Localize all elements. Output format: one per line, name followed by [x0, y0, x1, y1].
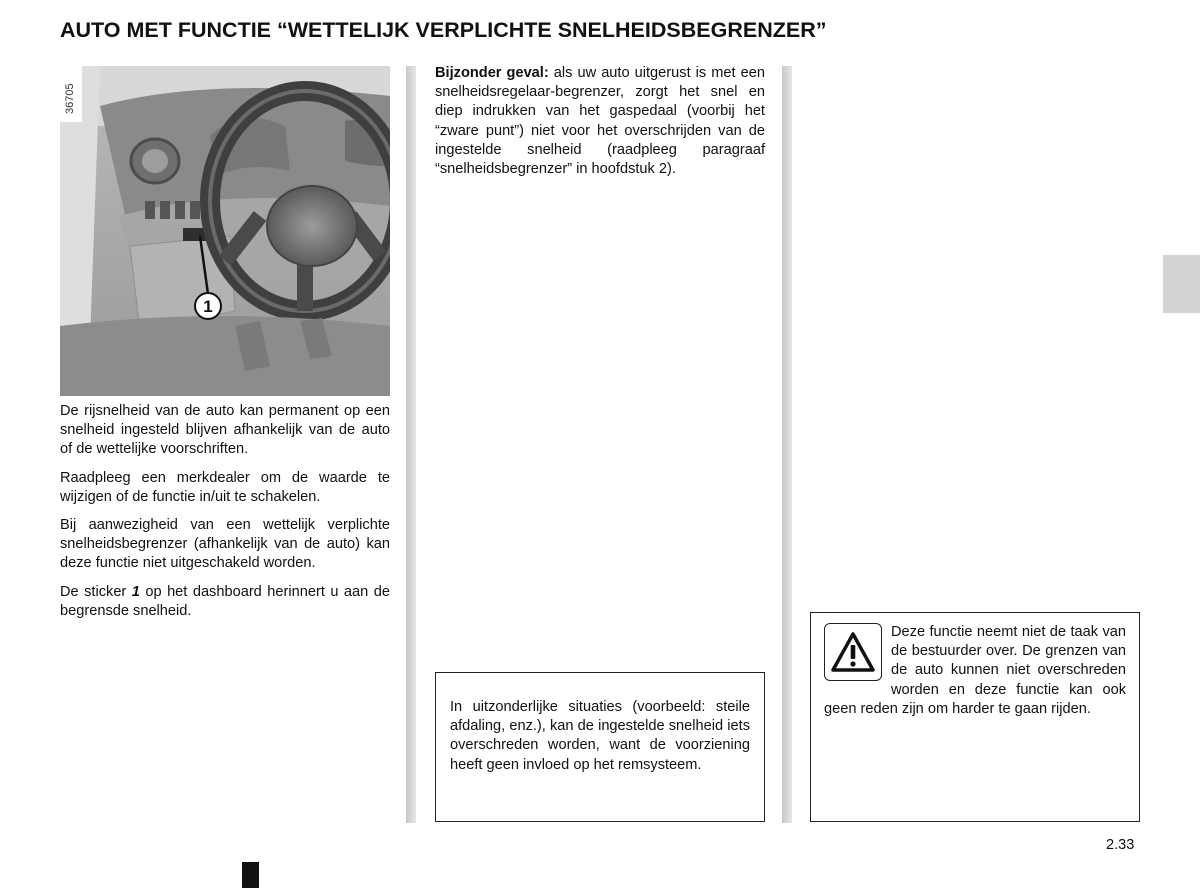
note-box — [435, 672, 765, 822]
figure-code: 36705 — [60, 66, 82, 122]
bottom-print-mark — [242, 862, 259, 888]
special-case-label: Bijzonder geval: — [435, 65, 549, 81]
callout-label: 1 — [203, 297, 213, 316]
warning-box — [810, 612, 1140, 822]
column-divider-right — [782, 66, 792, 823]
paragraph: De rijsnelheid van de auto kan permanent op een snelheid ingesteld blijven afhankelijk van de auto of de wettelijke voorschriften. — [60, 403, 390, 458]
sticker-reference: 1 — [131, 583, 140, 600]
sticker-paragraph: De sticker 1 op het dashboard herinnert u aan de begrensde snelheid. — [60, 583, 390, 619]
warning-triangle-icon — [824, 623, 882, 681]
column-divider-left — [406, 66, 416, 823]
special-case-body: als uw auto uitgerust is met een snelheidsregelaar-begrenzer, zorgt het snel en diep indrukken van het gaspedaal (voorbij het “zware punt”) niet voor het overschrijden van de ingestelde snelheid (raadpleeg paragraaf “snelheidsbegrenzer” in hoofdstuk 2). — [435, 65, 765, 178]
warning-text: Deze functie neemt niet de taak van de bestuurder over. De grenzen van de auto kunnen niet overschreden worden en deze functie kan ook geen reden zijn om harder te gaan rijden. — [824, 624, 1126, 717]
special-case-text — [435, 64, 765, 179]
chapter-side-tab — [1163, 255, 1200, 313]
left-column-text — [60, 402, 390, 630]
page-title: AUTO MET FUNCTIE “WETTELIJK VERPLICHTE SNELHEIDSBEGRENZER” — [60, 18, 827, 42]
paragraph: Bij aanwezigheid van een wettelijk verplichte snelheidsbegrenzer (afhankelijk van de auto) kan deze functie niet uitgeschakeld worden. — [60, 517, 390, 572]
dashboard-illustration — [60, 66, 390, 396]
note-text: In uitzonderlijke situaties (voorbeeld: steile afdaling, enz.), kan de ingestelde snelheid iets overschreden worden, want de voorziening heeft geen invloed op het remsysteem. — [450, 699, 750, 773]
page-number: 2.33 — [1106, 837, 1135, 853]
paragraph: Raadpleeg een merkdealer om de waarde te wijzigen of de functie in/uit te schakelen. — [60, 469, 390, 505]
